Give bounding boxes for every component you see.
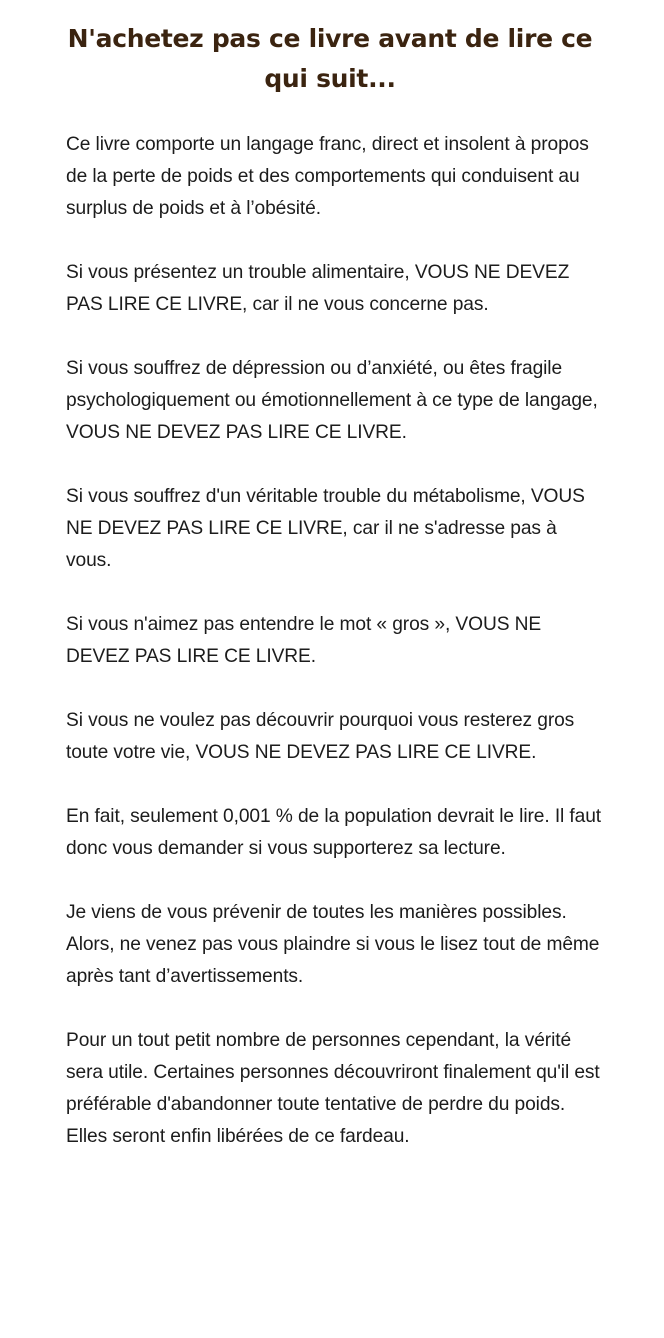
paragraph-8: Je viens de vous prévenir de toutes les manières possibles. Alors, ne venez pas vous plaindre si vous le lisez tout de même après tant d’avertissements. [66, 902, 600, 987]
paragraph-1: Ce livre comporte un langage franc, direct et insolent à propos de la perte de poids et des comportements qui conduisent au surplus de poids et à l’obésité. [66, 134, 589, 219]
page-title-line-1: N'achetez pas ce livre avant de lire ce [67, 24, 593, 53]
page-title [40, 19, 620, 99]
paragraph-6: Si vous ne voulez pas découvrir pourquoi vous resterez gros toute votre vie, VOUS NE DEVEZ PAS LIRE CE LIVRE. [66, 710, 575, 763]
page-title-line-2: qui suit... [264, 64, 396, 93]
warning-body [66, 129, 604, 1185]
paragraph-4: Si vous souffrez d'un véritable trouble du métabolisme, VOUS NE DEVEZ PAS LIRE CE LIVRE, car il ne s'adresse pas à vous. [66, 486, 585, 571]
paragraph-9: Pour un tout petit nombre de personnes cependant, la vérité sera utile. Certaines personnes découvriront finalement qu'il est préférable d'abandonner toute tentative de perdre du poids. Elles seront enfin libérées de ce fardeau. [66, 1030, 600, 1147]
paragraph-3: Si vous souffrez de dépression ou d’anxiété, ou êtes fragile psychologiquement ou émotionnellement à ce type de langage, VOUS NE DEVEZ PAS LIRE CE LIVRE. [66, 358, 598, 443]
paragraph-7: En fait, seulement 0,001 % de la population devrait le lire. Il faut donc vous demander si vous supporterez sa lecture. [66, 806, 602, 859]
paragraph-5: Si vous n'aimez pas entendre le mot « gros », VOUS NE DEVEZ PAS LIRE CE LIVRE. [66, 614, 542, 667]
paragraph-2: Si vous présentez un trouble alimentaire, VOUS NE DEVEZ PAS LIRE CE LIVRE, car il ne vous concerne pas. [66, 262, 570, 315]
